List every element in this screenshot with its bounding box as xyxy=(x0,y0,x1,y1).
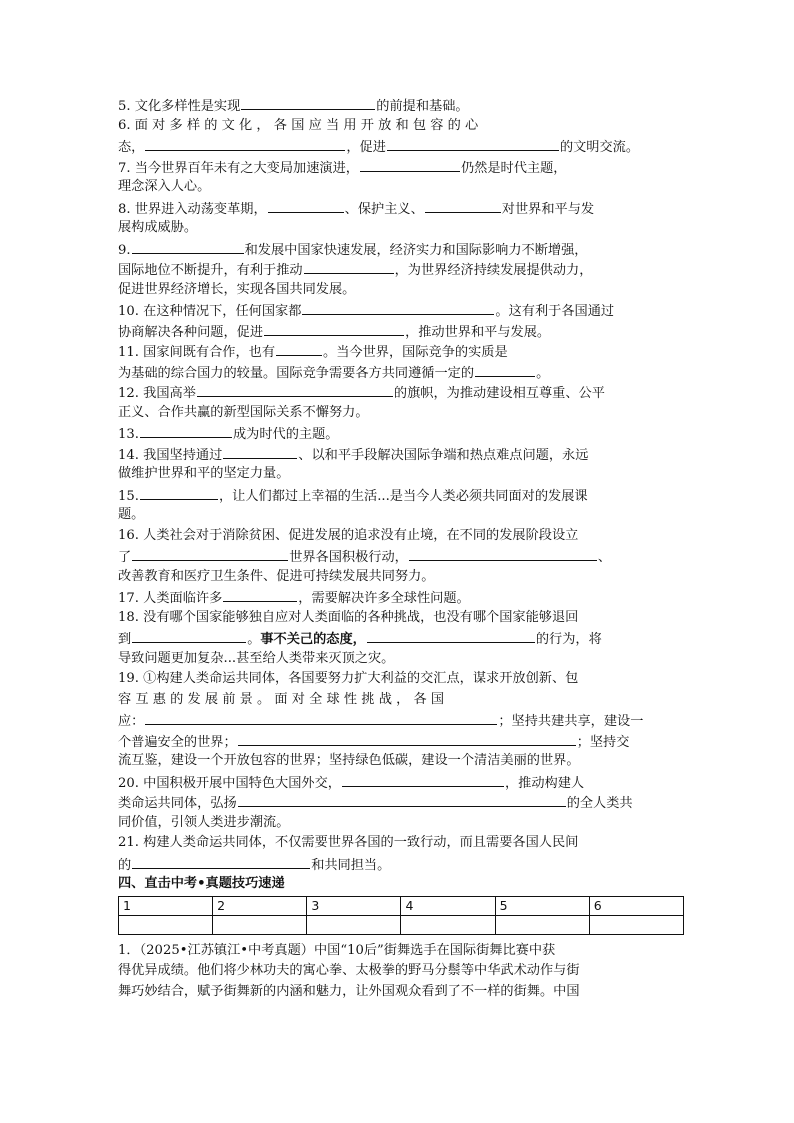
question-20-line-1: 20. 中国积极开展中国特色大国外交， ，推动构建人 xyxy=(118,772,684,793)
fill-blank[interactable] xyxy=(145,136,345,151)
exam-question-1-line-1: 1．（2025•江苏镇江•中考真题）中国“10后”街舞选手在国际街舞比赛中获 xyxy=(118,942,556,958)
question-11-line-1: 11. 国家间既有合作，也有 。当今世界，国际竞争的实质是 xyxy=(118,341,684,362)
answer-header-cell: 3 xyxy=(307,896,401,915)
question-19-line-4: 个普遍安全的世界； ；坚持交 xyxy=(118,731,684,752)
answer-header-cell: 4 xyxy=(401,896,495,915)
question-16-line-1: 16. 人类社会对于消除贫困、促进发展的追求没有止境，在不同的发展阶段设立 xyxy=(118,527,579,543)
question-13: 13. 成为时代的主题。 xyxy=(118,423,684,444)
fill-blank[interactable] xyxy=(238,731,576,746)
fill-blank[interactable] xyxy=(140,423,232,438)
question-5: 5. 文化多样性是实现 的前提和基础。 xyxy=(118,95,684,116)
question-6-line-2: 态， ，促进 的文明交流。 xyxy=(118,136,684,157)
fill-blank[interactable] xyxy=(223,587,297,602)
answer-cell[interactable] xyxy=(307,915,401,934)
answer-header-cell: 5 xyxy=(495,896,589,915)
question-14-line-1: 14. 我国坚持通过 、以和平手段解决国际争端和热点难点问题，永远 xyxy=(118,444,684,465)
fill-blank[interactable] xyxy=(367,628,535,643)
fill-blank[interactable] xyxy=(409,546,597,561)
fill-blank[interactable] xyxy=(132,239,244,254)
fill-blank[interactable] xyxy=(223,444,297,459)
question-7-line-2: 理念深入人心。 xyxy=(118,179,211,194)
question-18-line-2: 到 。 事不关己的态度， 的行为，将 xyxy=(118,628,684,649)
exam-question-1-line-3: 舞巧妙结合，赋予街舞新的内涵和魅力，让外国观众看到了不一样的街舞。中国 xyxy=(118,983,580,999)
question-20-line-2: 类命运共同体，弘扬 的全人类共 xyxy=(118,792,684,813)
question-20-line-3: 同价值，引领人类进步潮流。 xyxy=(118,814,290,830)
fill-blank[interactable] xyxy=(132,854,310,869)
question-19-line-3: 应： ；坚持共建共享，建设一 xyxy=(118,710,684,731)
question-21-line-1: 21. 构建人类命运共同体，不仅需要世界各国的一致行动，而且需要各国人民间 xyxy=(118,835,579,850)
question-16-line-3: 改善教育和医疗卫生条件、促进可持续发展共同努力。 xyxy=(118,568,435,584)
fill-blank[interactable] xyxy=(360,157,460,172)
fill-blank[interactable] xyxy=(268,198,344,213)
question-18-line-3: 导致问题更加复杂...甚至给人类带来灭顶之灾。 xyxy=(118,650,395,666)
section-4-title: 四、直击中考•真题技巧速递 xyxy=(118,876,285,891)
question-9-line-3: 促进世界经济增长，实现各国共同发展。 xyxy=(118,281,356,297)
fill-blank[interactable] xyxy=(264,321,404,336)
question-21-line-2: 的 和共同担当。 xyxy=(118,854,684,875)
question-19-line-1: 19. ①构建人类命运共同体，各国要努力扩大利益的交汇点，谋求开放创新、包 xyxy=(118,671,579,686)
question-7-line-1: 7. 当今世界百年未有之大变局加速演进， 仍然是时代主题， xyxy=(118,157,684,178)
answer-table xyxy=(118,896,684,935)
fill-blank[interactable] xyxy=(132,628,246,643)
document-page xyxy=(118,95,684,1002)
fill-blank[interactable] xyxy=(475,362,535,377)
fill-blank[interactable] xyxy=(387,136,559,151)
question-10-line-1: 10. 在这种情况下，任何国家都 。这有利于各国通过 xyxy=(118,300,684,321)
answer-table-header-row xyxy=(119,896,684,915)
answer-cell[interactable] xyxy=(213,915,307,934)
fill-blank[interactable] xyxy=(302,300,494,315)
answer-cell[interactable] xyxy=(495,915,589,934)
answer-header-cell: 6 xyxy=(589,896,683,915)
question-12-line-1: 12. 我国高举 的旗帜，为推动建设相互尊重、公平 xyxy=(118,382,684,403)
question-9-line-1: 9. 和发展中国家快速发展，经济实力和国际影响力不断增强， xyxy=(118,239,684,260)
answer-cell[interactable] xyxy=(119,915,213,934)
question-14-line-2: 做维护世界和平的坚定力量。 xyxy=(118,466,290,481)
answer-table-input-row xyxy=(119,915,684,934)
question-15-line-1: 15. ，让人们都过上幸福的生活...是当今人类必须共同面对的发展课 xyxy=(118,485,684,506)
fill-blank[interactable] xyxy=(342,772,504,787)
question-17: 17. 人类面临许多 ，需要解决许多全球性问题。 xyxy=(118,587,684,608)
answer-header-cell: 1 xyxy=(119,896,213,915)
question-10-line-2: 协商解决各种问题，促进 ，推动世界和平与发展。 xyxy=(118,321,684,342)
answer-header-cell: 2 xyxy=(213,896,307,915)
question-16-line-2: 了 世界各国积极行动， 、 xyxy=(118,546,684,567)
fill-blank[interactable] xyxy=(132,546,288,561)
fill-blank[interactable] xyxy=(304,259,394,274)
fill-blank[interactable] xyxy=(241,95,375,110)
question-12-line-2: 正义、合作共赢的新型国际关系不懈努力。 xyxy=(118,404,369,420)
fill-blank[interactable] xyxy=(197,382,393,397)
question-11-line-2: 为基础的综合国力的较量。国际竞争需要各方共同遵循一定的 。 xyxy=(118,362,684,383)
answer-cell[interactable] xyxy=(401,915,495,934)
question-15-line-2: 题。 xyxy=(118,507,145,522)
fill-blank[interactable] xyxy=(140,485,218,500)
question-19-line-5: 流互鉴，建设一个开放包容的世界；坚持绿色低碳，建设一个清洁美丽的世界。 xyxy=(118,753,580,768)
question-8-line-1: 8. 世界进入动荡变革期， 、保护主义、 对世界和平与发 xyxy=(118,198,684,219)
question-8-line-2: 展构成威胁。 xyxy=(118,220,198,235)
answer-cell[interactable] xyxy=(589,915,683,934)
question-18-line-1: 18. 没有哪个国家能够独自应对人类面临的各种挑战，也没有哪个国家能够退回 xyxy=(118,609,579,625)
question-6-line-1: 6. 面 对 多 样 的 文 化 ， 各 国 应 当 用 开 放 和 包 容 的 心 xyxy=(118,117,479,133)
question-9-line-2: 国际地位不断提升，有利于推动 ，为世界经济持续发展提供动力， xyxy=(118,259,684,280)
fill-blank[interactable] xyxy=(276,341,322,356)
question-19-line-2: 容 互 惠 的 发 展 前 景 。 面 对 全 球 性 挑 战 ， 各 国 xyxy=(118,691,445,707)
fill-blank[interactable] xyxy=(238,792,566,807)
fill-blank[interactable] xyxy=(425,198,501,213)
fill-blank[interactable] xyxy=(145,710,497,725)
exam-question-1-line-2: 得优异成绩。他们将少林功夫的寓心拳、太极拳的野马分鬃等中华武术动作与街 xyxy=(118,963,580,978)
